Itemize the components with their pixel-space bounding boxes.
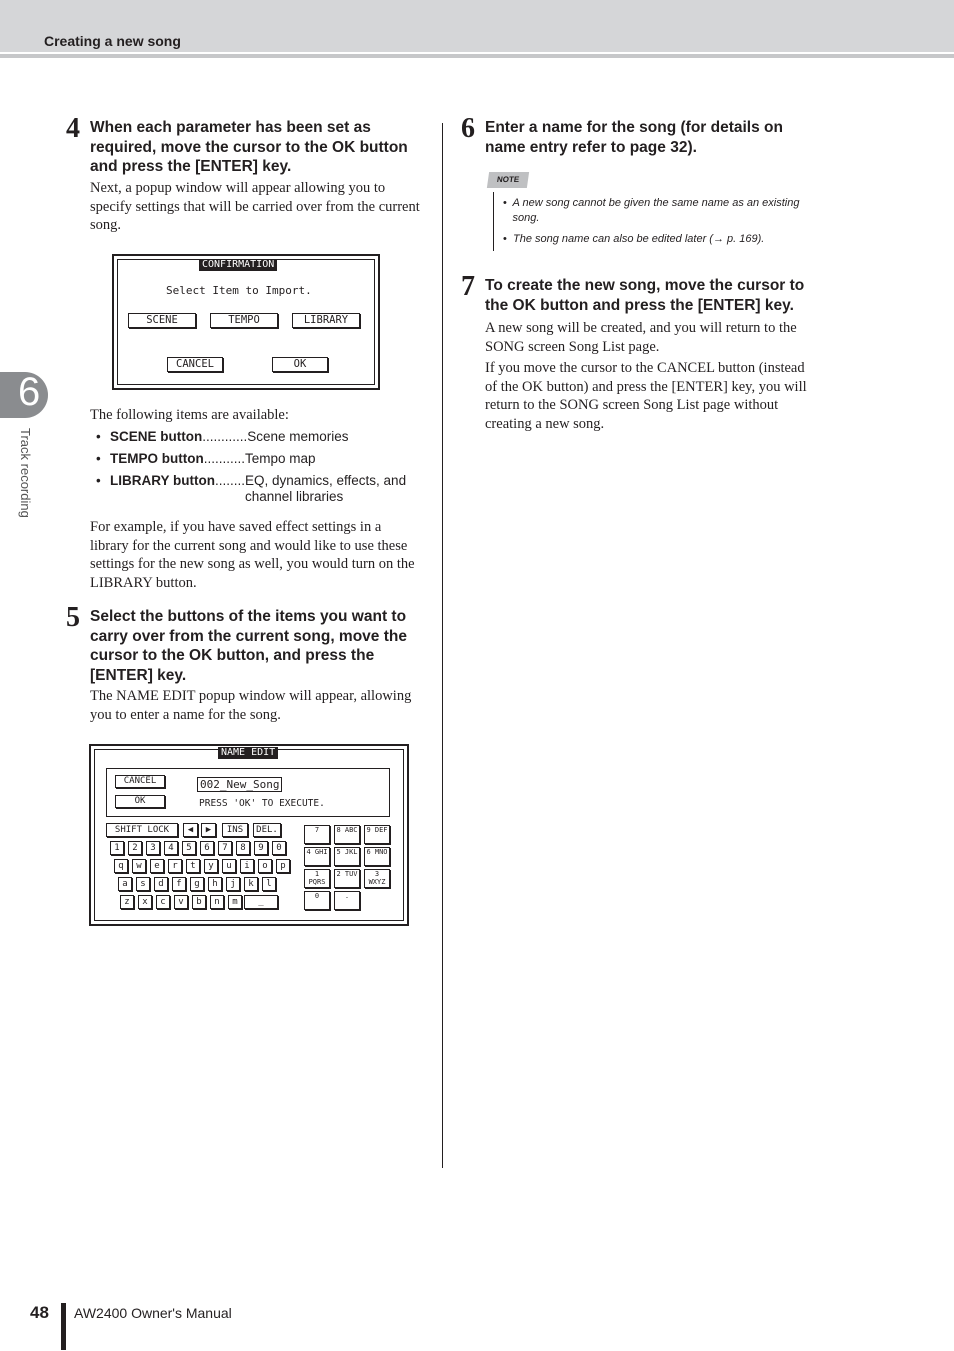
delete-key[interactable]: DEL.	[253, 823, 281, 837]
keypad-2[interactable]: 2 TUV	[334, 869, 360, 888]
scene-button[interactable]: SCENE	[128, 313, 196, 328]
key-c[interactable]: c	[156, 895, 170, 909]
key-b[interactable]: b	[192, 895, 206, 909]
key-l[interactable]: l	[262, 877, 276, 891]
key-5[interactable]: 5	[182, 841, 196, 855]
key-2[interactable]: 2	[128, 841, 142, 855]
key-1[interactable]: 1	[110, 841, 124, 855]
item-name: LIBRARY button	[110, 473, 215, 488]
key-s[interactable]: s	[136, 877, 150, 891]
cancel-button[interactable]: CANCEL	[167, 357, 223, 372]
keypad-9[interactable]: 9 DEF	[364, 825, 390, 844]
key-e[interactable]: e	[150, 859, 164, 873]
key-o[interactable]: o	[258, 859, 272, 873]
step-7-number: 7	[461, 271, 475, 302]
cursor-left-key[interactable]: ◀	[183, 823, 198, 837]
item-leader: ...........	[203, 451, 245, 466]
header-rule	[0, 54, 954, 58]
key-m[interactable]: m	[228, 895, 242, 909]
confirmation-screen	[112, 254, 380, 390]
key-4[interactable]: 4	[164, 841, 178, 855]
note-item: • A new song cannot be given the same name as an existing song.	[503, 196, 813, 226]
key-j[interactable]: j	[226, 877, 240, 891]
key-n[interactable]: n	[210, 895, 224, 909]
keypad-dot[interactable]: .	[334, 891, 360, 910]
key-x[interactable]: x	[138, 895, 152, 909]
note-rule	[493, 192, 494, 251]
item-desc: EQ, dynamics, effects, and channel libraries	[245, 473, 407, 504]
key-f[interactable]: f	[172, 877, 186, 891]
key-u[interactable]: u	[222, 859, 236, 873]
keypad-7[interactable]: 7	[304, 825, 330, 844]
cancel-button[interactable]: CANCEL	[115, 775, 165, 788]
available-items-list	[96, 429, 436, 511]
key-7[interactable]: 7	[218, 841, 232, 855]
step-5-body: The NAME EDIT popup window will appear, allowing you to enter a name for the song.	[90, 688, 412, 723]
column-divider	[442, 123, 443, 1168]
keypad-1[interactable]: 1 PQRS	[304, 869, 330, 888]
key-6[interactable]: 6	[200, 841, 214, 855]
manual-title: AW2400 Owner's Manual	[74, 1305, 232, 1321]
note-text: A new song cannot be given the same name as an existing song.	[512, 197, 800, 224]
key-y[interactable]: y	[204, 859, 218, 873]
keypad-8[interactable]: 8 ABC	[334, 825, 360, 844]
keypad-4[interactable]: 4 GHI	[304, 847, 330, 866]
key-r[interactable]: r	[168, 859, 182, 873]
key-q[interactable]: q	[114, 859, 128, 873]
key-0[interactable]: 0	[272, 841, 286, 855]
key-t[interactable]: t	[186, 859, 200, 873]
library-button[interactable]: LIBRARY	[292, 313, 360, 328]
step-4-number: 4	[66, 113, 80, 144]
key-9[interactable]: 9	[254, 841, 268, 855]
ok-button[interactable]: OK	[272, 357, 328, 372]
name-edit-title: NAME EDIT	[218, 747, 278, 759]
insert-key[interactable]: INS	[222, 823, 248, 837]
key-a[interactable]: a	[118, 877, 132, 891]
keypad-5[interactable]: 5 JKL	[334, 847, 360, 866]
key-8[interactable]: 8	[236, 841, 250, 855]
step-5-number: 5	[66, 602, 80, 633]
item-desc: Tempo map	[245, 451, 316, 466]
tempo-button[interactable]: TEMPO	[210, 313, 278, 328]
list-item: • TEMPO button ........... Tempo map	[96, 451, 436, 467]
key-w[interactable]: w	[132, 859, 146, 873]
key-3[interactable]: 3	[146, 841, 160, 855]
item-leader: ........	[214, 473, 245, 488]
step-6-heading: Enter a name for the song (for details on name entry refer to page 32).	[485, 119, 783, 156]
note-icon: NOTE	[487, 172, 529, 188]
list-item: • SCENE button ............ Scene memories	[96, 429, 436, 445]
key-i[interactable]: i	[240, 859, 254, 873]
available-items-intro: The following items are available:	[90, 407, 289, 423]
key-k[interactable]: k	[244, 877, 258, 891]
confirmation-prompt: Select Item to Import.	[166, 284, 312, 297]
key-v[interactable]: v	[174, 895, 188, 909]
library-example: For example, if you have saved effect settings in a library for the current song and would like to use these settings for the new song as well, you would turn on the LIBRARY button.	[90, 519, 415, 591]
footer-bar	[61, 1303, 66, 1350]
keypad-0[interactable]: 0	[304, 891, 330, 910]
step-7-body-1: A new song will be created, and you will return to the SONG screen Song List page.	[485, 320, 797, 355]
ok-button[interactable]: OK	[115, 795, 165, 808]
list-item: • LIBRARY button ........ EQ, dynamics, effects, and channel libraries	[96, 473, 436, 505]
execute-instruction: PRESS 'OK' TO EXECUTE.	[199, 798, 325, 809]
item-desc: Scene memories	[247, 429, 349, 444]
shift-lock-key[interactable]: SHIFT LOCK	[106, 823, 178, 837]
key-p[interactable]: p	[276, 859, 290, 873]
note-list	[503, 196, 813, 253]
note-text: The song name can also be edited later (→ p. 169).	[513, 233, 765, 245]
step-7-heading: To create the new song, move the cursor to the OK button and press the [ENTER] key.	[485, 277, 805, 314]
section-title: Creating a new song	[44, 33, 181, 49]
key-h[interactable]: h	[208, 877, 222, 891]
item-name: SCENE button	[110, 429, 203, 444]
keypad-6[interactable]: 6 MNO	[364, 847, 390, 866]
confirmation-title: CONFIRMATION	[199, 259, 277, 271]
space-key[interactable]: _	[244, 895, 278, 909]
step-4-body: Next, a popup window will appear allowing you to specify settings that will be carried over from the current song.	[90, 180, 420, 233]
page-number: 48	[30, 1303, 49, 1322]
step-5-heading: Select the buttons of the items you want to carry over from the current song, move the cursor to the OK button, and press the [ENTER] key.	[90, 608, 407, 684]
key-d[interactable]: d	[154, 877, 168, 891]
step-6-number: 6	[461, 113, 475, 144]
keypad-3[interactable]: 3 WXYZ	[364, 869, 390, 888]
item-leader: ............	[202, 429, 248, 444]
cursor-right-key[interactable]: ▶	[201, 823, 216, 837]
song-name-field[interactable]: 002_New_Song	[197, 777, 282, 792]
key-g[interactable]: g	[190, 877, 204, 891]
key-z[interactable]: z	[120, 895, 134, 909]
chapter-number: 6	[18, 370, 41, 414]
step-7-body-2: If you move the cursor to the CANCEL button (instead of the OK button) and press the [ENTER] key, you will return to the SONG screen Song List page without creating a new song.	[485, 360, 807, 432]
item-name: TEMPO button	[110, 451, 204, 466]
note-item: • The song name can also be edited later (→ p. 169).	[503, 233, 765, 245]
chapter-side-label: Track recording	[18, 428, 33, 518]
step-4-heading: When each parameter has been set as required, move the cursor to the OK button and press the [ENTER] key.	[90, 119, 408, 175]
name-edit-screen	[89, 744, 409, 926]
